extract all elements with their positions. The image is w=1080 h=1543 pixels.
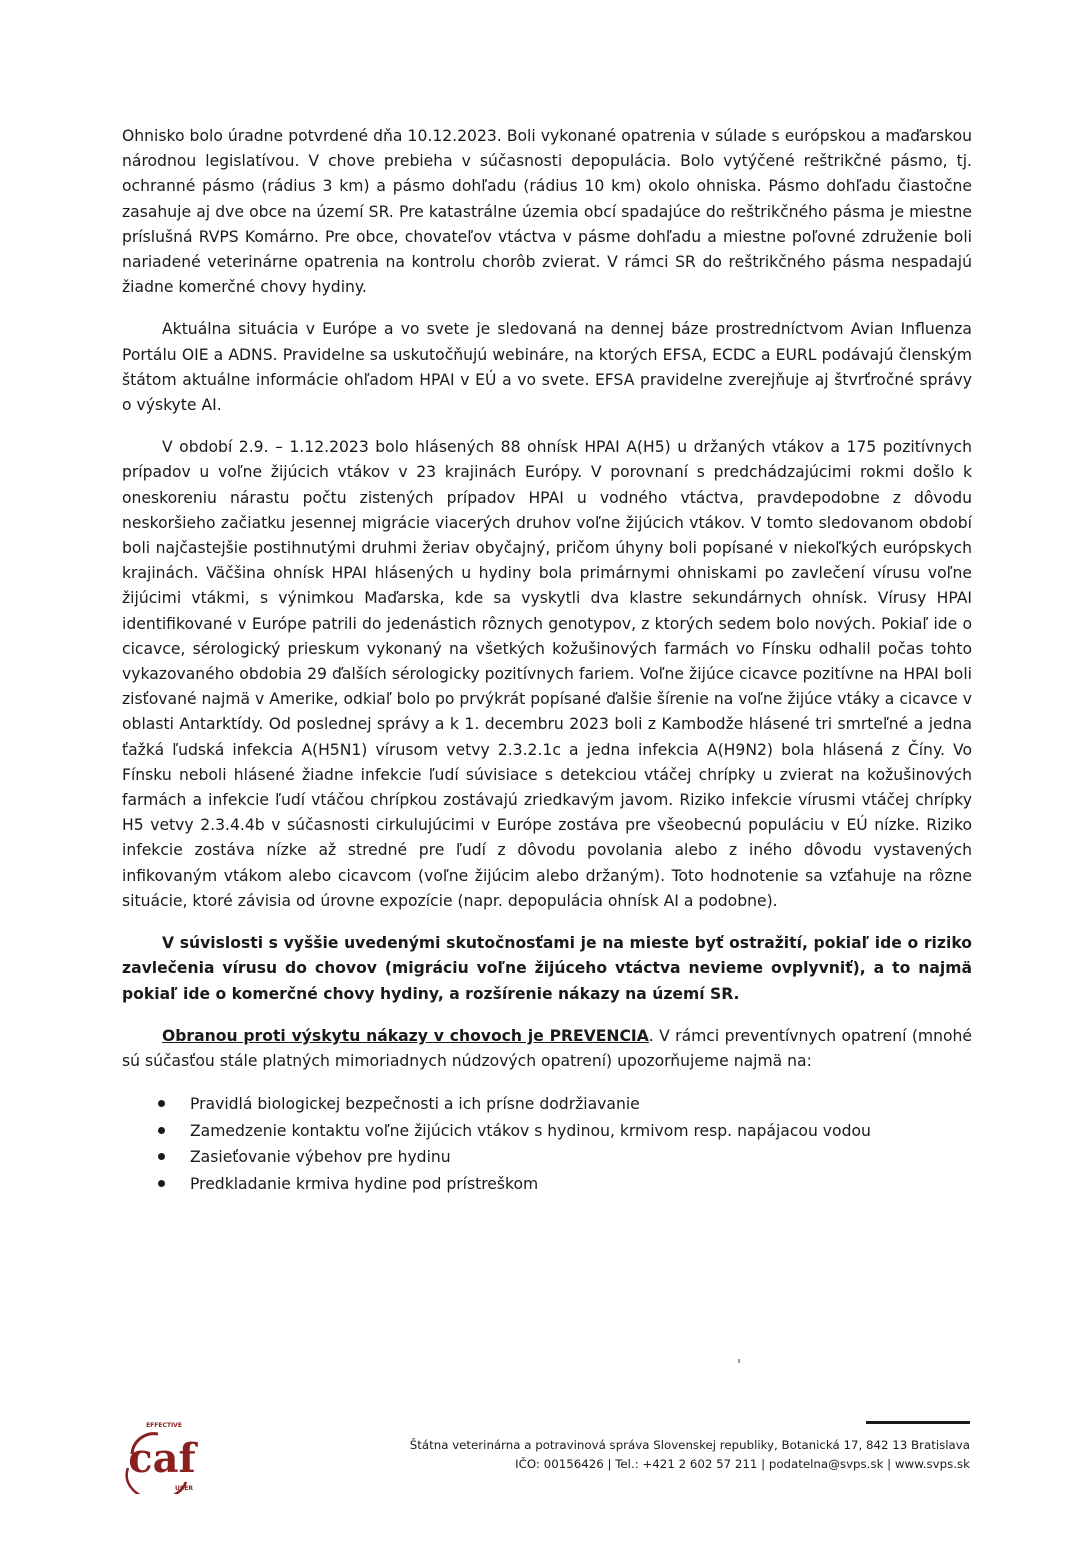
svg-text:caf: caf	[128, 1435, 196, 1482]
list-item-text: Zasieťovanie výbehov pre hydinu	[190, 1148, 451, 1167]
footer	[270, 1436, 970, 1474]
paragraph-situation: Aktuálna situácia v Európe a vo svete je sledovaná na dennej báze prostredníctvom Avian Influenza Portálu OIE a ADNS. Pravidelne sa uskutočňujú webináre, na ktorých EFSA, ECDC a EURL podávajú členským štátom aktuálne informácie ohľadom HPAI v EÚ a vo svete. EFSA pravidelne zverejňuje aj štvrťročné správy o výskyte AI.	[122, 320, 972, 415]
prevention-text: . V rámci preventívnych opatrení (mnohé sú súčasťou stále platných mimoriadnych núdzových opatrení) upozorňujeme najmä na:	[122, 1026, 972, 1070]
prevention-list	[122, 1091, 972, 1197]
svg-text:EFFECTIVE: EFFECTIVE	[146, 1422, 182, 1429]
paragraph-prevention	[122, 1024, 972, 1074]
bullet-icon	[158, 1127, 165, 1134]
paragraph-period-report: V období 2.9. – 1.12.2023 bolo hlásených 88 ohnísk HPAI A(H5) u držaných vtákov a 175 pozitívnych prípadov u voľne žijúcich vtákov v 23 krajinách Európy. V porovnaní s predchádzajúcimi rokmi došlo k oneskoreniu nárastu počtu zistených prípadov HPAI u vodného vtáctva, pravdepodobne z dôvodu neskoršieho začiatku jesennej migrácie viacerých druhov voľne žijúcich vtákov. V tomto sledovanom období boli najčastejšie postihnutými druhmi žeriav obyčajný, pričom úhyny boli popísané v niekoľkých európskych krajinách. Väčšina ohnísk HPAI hlásených u hydiny bola primárnymi ohniskami po zavlečení vírusu voľne žijúcimi vtákmi, s výnimkou Maďarska, kde sa vyskytli dva klastre sekundárnych ohnísk. Vírusy HPAI identifikované v Európe patrili do jedenástich rôznych genotypov, z ktorých sedem bolo nových. Pokiaľ ide o cicavce, sérologický prieskum vykonaný na všetkých kožušinových farmách vo Fínsku odhalil počas tohto vykazovaného obdobia 29 ďalších sérologicky pozitívnych fariem. Voľne žijúce cicavce pozitívne na HPAI boli zisťované najmä v Amerike, odkiaľ bolo po prvýkrát popísané ďalšie šírenie na voľne žijúce vtáky a cicavce v oblasti Antarktídy. Od poslednej správy a k 1. decembru 2023 boli z Kambodže hlásené tri smrteľné a jedna ťažká ľudská infekcia A(H5N1) vírusom vetvy 2.3.2.1c a jedna infekcia A(H9N2) bola hlásená z Číny. Vo Fínsku neboli hlásené žiadne infekcie ľudí súvisiace s detekciou vtáčej chrípky u zvierat na kožušinových farmách a infekcie ľudí vtáčou chrípkou zostávajú zriedkavým javom. Riziko infekcie vírusmi vtáčej chrípky H5 vetvy 2.3.4.4b v súčasnosti cirkulujúcimi v Európe zostáva pre všeobecnú populáciu v EÚ nízke. Riziko infekcie zostáva nízke až stredné pre ľudí z dôvodu povolania alebo z iného dôvodu vystavených infikovaným vtákom alebo cicavcom (voľne žijúcim alebo držaným). Toto hodnotenie sa vzťahuje na rôzne situácie, ktoré závisia od úrovne expozície (napr. depopulácia ohnísk AI a podobne).	[122, 438, 972, 910]
list-item	[122, 1144, 972, 1171]
footer-address: Štátna veterinárna a potravinová správa Slovenskej republiky, Botanická 17, 842 13 Bratislava	[409, 1438, 970, 1452]
paragraph-warning: V súvislosti s vyššie uvedenými skutočnosťami je na mieste byť ostražití, pokiaľ ide o riziko zavlečenia vírusu do chovov (migráciu voľne žijúceho vtáctva nevieme ovplyvniť), a to najmä pokiaľ ide o komerčné chovy hydiny, a rozšírenie nákazy na území SR.	[122, 934, 972, 1003]
bullet-icon	[158, 1100, 165, 1107]
list-item-text: Predkladanie krmiva hydine pod prístreškom	[190, 1174, 539, 1193]
footer-divider	[866, 1421, 970, 1424]
list-item-text: Zamedzenie kontaktu voľne žijúcich vtákov s hydinou, krmivom resp. napájacou vodou	[190, 1121, 871, 1140]
footer-contacts: IČO: 00156426 | Tel.: +421 2 602 57 211 | podatelna@svps.sk | www.svps.sk	[515, 1457, 970, 1471]
scan-speck	[738, 1359, 740, 1363]
list-item-text: Pravidlá biologickej bezpečnosti a ich prísne dodržiavanie	[190, 1095, 640, 1114]
svg-text:USER: USER	[175, 1485, 193, 1492]
document-body	[122, 124, 972, 1197]
bullet-icon	[158, 1180, 165, 1187]
list-item	[122, 1118, 972, 1145]
list-item	[122, 1171, 972, 1198]
caf-logo-icon	[118, 1418, 210, 1494]
prevention-heading: Obranou proti výskytu nákazy v chovoch je PREVENCIA	[162, 1026, 649, 1045]
list-item	[122, 1091, 972, 1118]
bullet-icon	[158, 1153, 165, 1160]
paragraph-outbreak: Ohnisko bolo úradne potvrdené dňa 10.12.2023. Boli vykonané opatrenia v súlade s európskou a maďarskou národnou legislatívou. V chove prebieha v súčasnosti depopulácia. Bolo vytýčené reštrikčné pásmo, tj. ochranné pásmo (rádius 3 km) a pásmo dohľadu (rádius 10 km) okolo ohniska. Pásmo dohľadu čiastočne zasahuje aj dve obce na území SR. Pre katastrálne územia obcí spadajúce do reštrikčného pásma je miestne príslušná RVPS Komárno. Pre obce, chovateľov vtáctva v pásme dohľadu a miestne poľovné združenie boli nariadené veterinárne opatrenia na kontrolu chorôb zvierat. V rámci SR do reštrikčného pásma nespadajú žiadne komerčné chovy hydiny.	[122, 127, 972, 297]
